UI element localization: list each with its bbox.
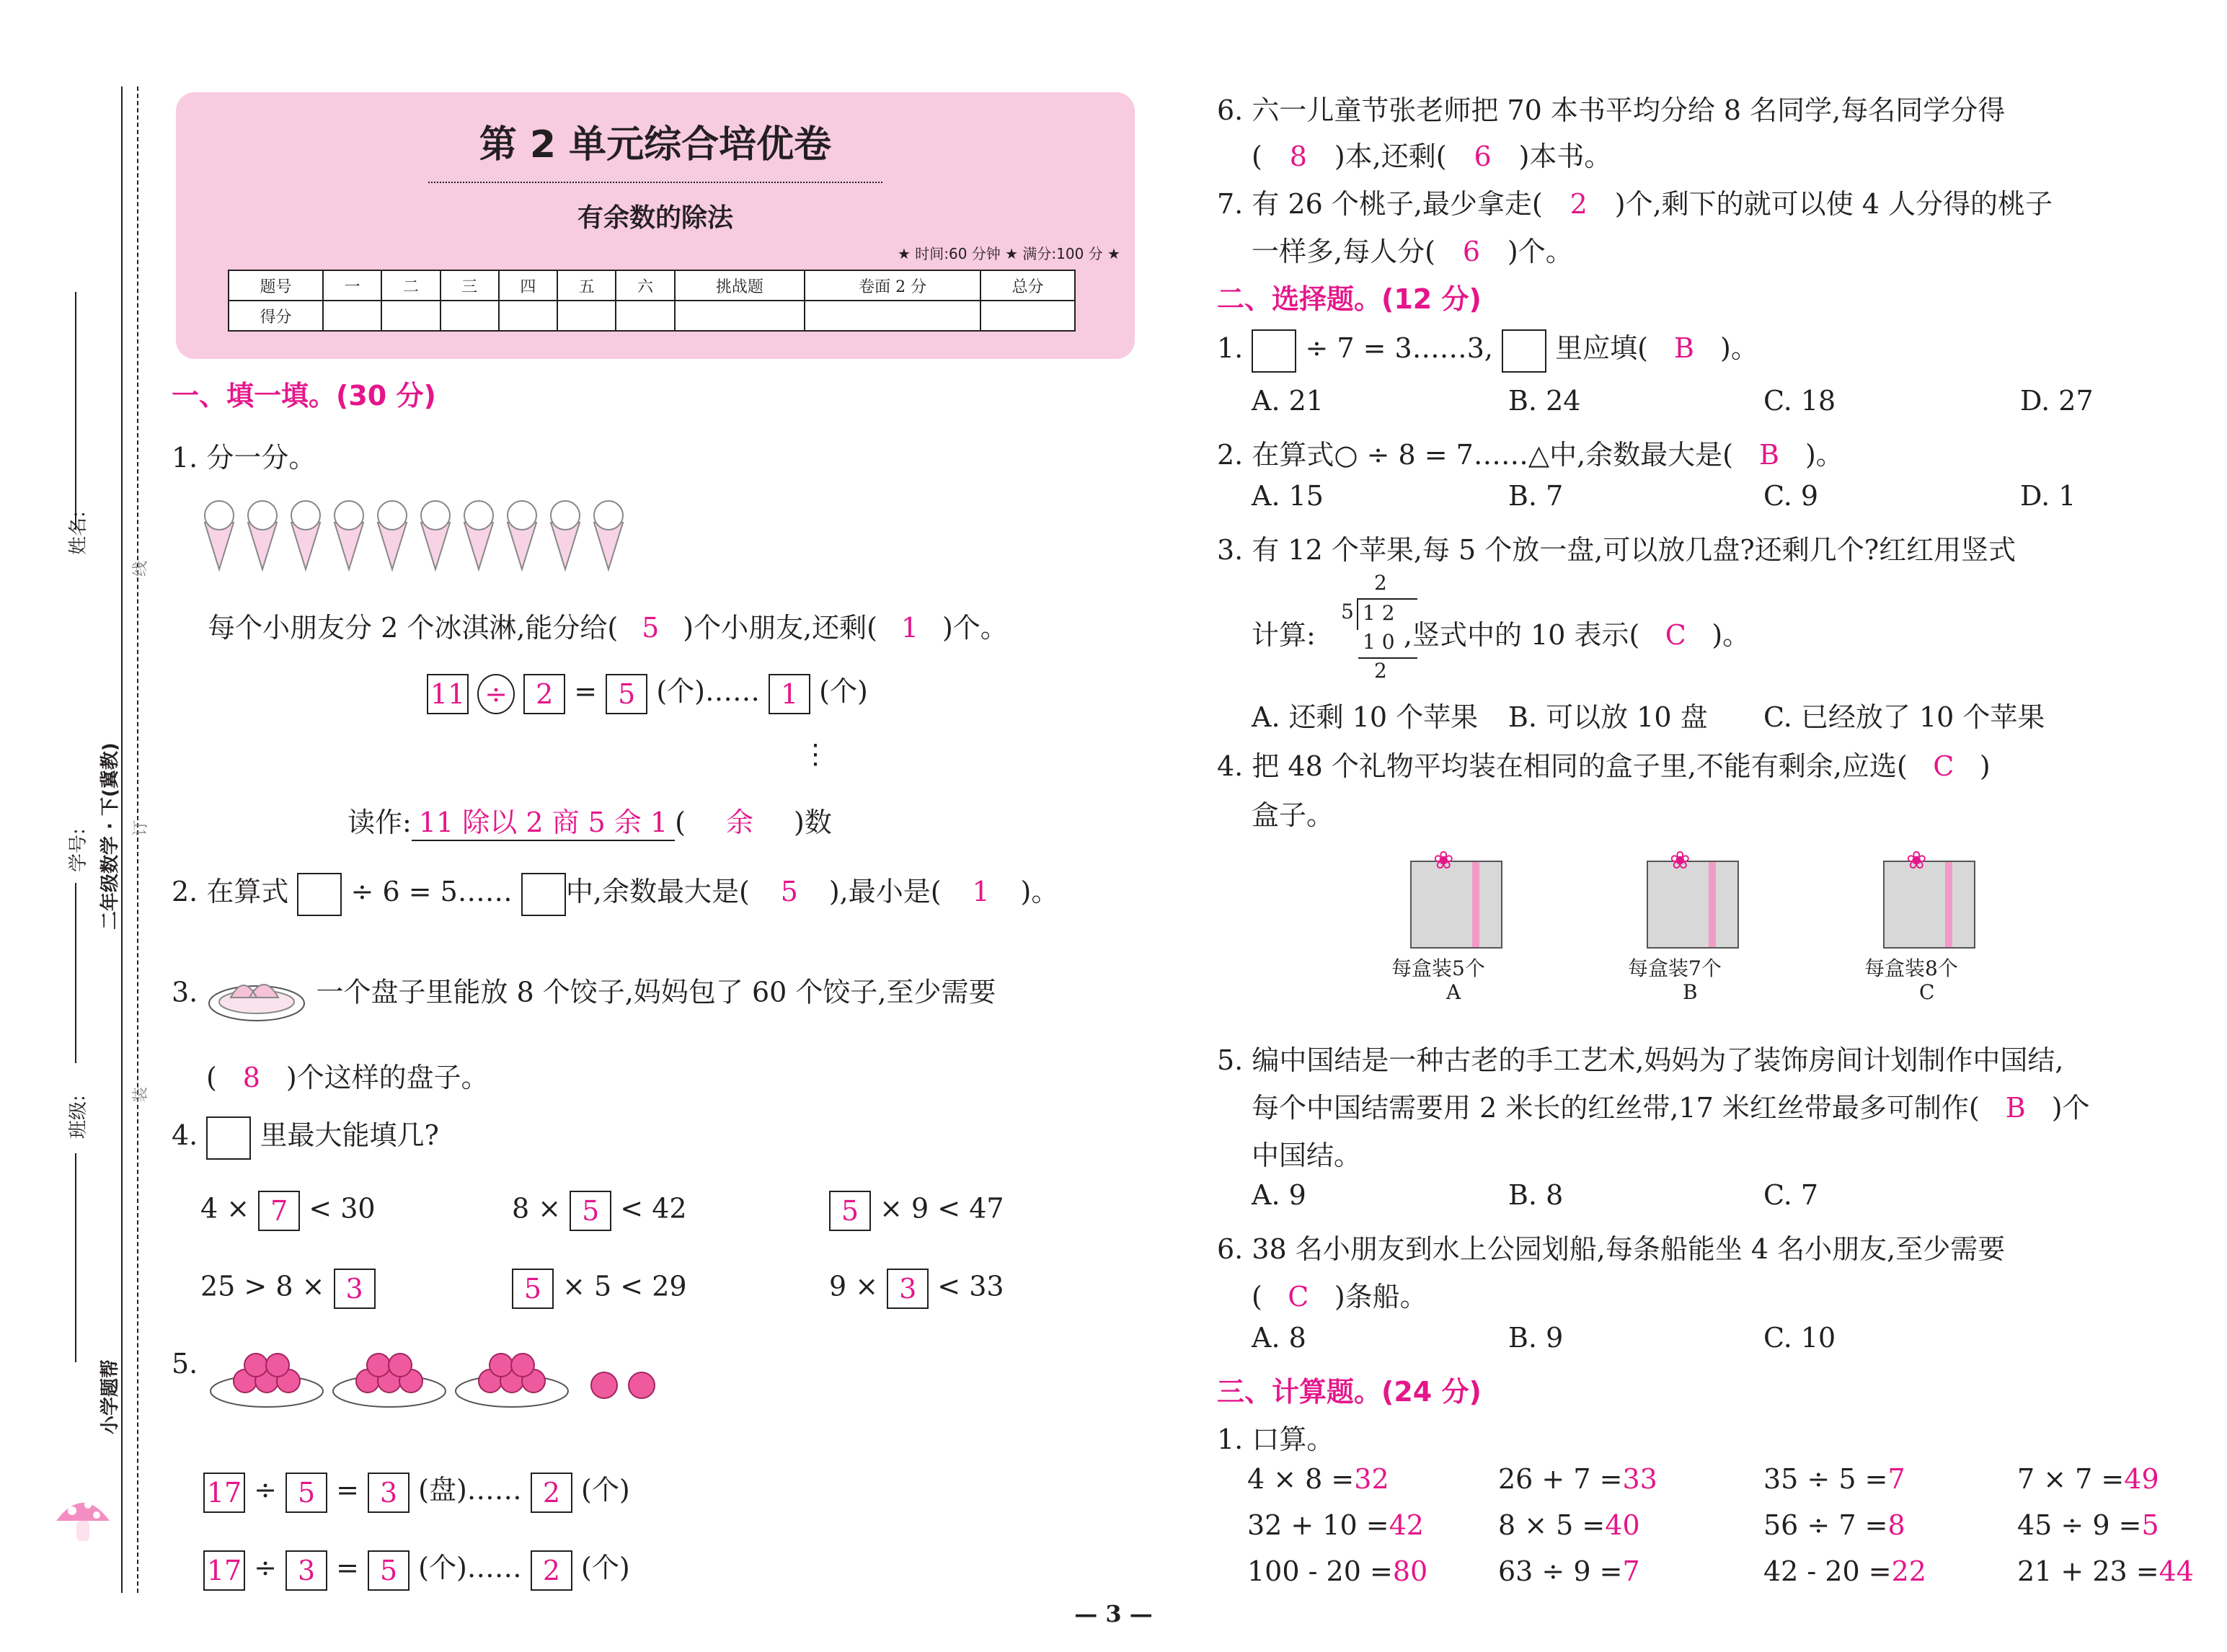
text: 63 ÷ 9 = <box>1498 1555 1623 1587</box>
quotient-box: 5 <box>606 674 647 714</box>
answer: 49 <box>2124 1463 2159 1495</box>
question-text: 中国结。 <box>1252 1140 1362 1171</box>
question-text: 5. 编中国结是一种古老的手工艺术,妈妈为了装饰房间计划制作中国结, <box>1217 1044 2064 1076</box>
gift-label: 每盒装5个 <box>1391 956 1485 980</box>
seal-text: 线 <box>132 560 150 577</box>
gift-option <box>1864 843 1987 1009</box>
dividend-box: 17 <box>203 1473 245 1513</box>
answer: 2 <box>1569 188 1588 220</box>
text: )个这样的盘子。 <box>285 1062 489 1093</box>
mushroom-icon <box>50 1485 115 1550</box>
calc-item <box>2017 1463 2159 1495</box>
dividend: 1 2 <box>1363 601 1395 625</box>
question-number: 4. <box>172 1119 198 1151</box>
option: B. 24 <box>1508 385 1581 417</box>
header-panel <box>176 92 1135 359</box>
page-title: 第 2 单元综合培优卷 <box>479 123 832 166</box>
answer: 6 <box>1474 141 1492 172</box>
option: C. 18 <box>1763 385 1836 417</box>
calc-item <box>1247 1463 1389 1495</box>
s2-q2 <box>1217 432 1843 472</box>
text: 每个小朋友分 2 个冰淇淋,能分给( <box>208 612 619 644</box>
divisor-box: 5 <box>285 1473 327 1513</box>
text: 7. 有 26 个桃子,最少拿走( <box>1217 188 1543 220</box>
option: A. 9 <box>1252 1179 1306 1211</box>
calc-item <box>1247 1555 1427 1587</box>
title-divider <box>428 182 882 183</box>
class-underline <box>75 1153 76 1362</box>
option: B. 8 <box>1508 1179 1564 1211</box>
text: )个,剩下的就可以使 4 人分得的桃子 <box>1614 188 2053 220</box>
score-input[interactable] <box>499 301 557 331</box>
calc-item <box>1498 1555 1640 1587</box>
text: ),最小是( <box>828 876 942 907</box>
text: 4 × 8 = <box>1247 1463 1355 1495</box>
gift-option <box>1391 843 1514 1009</box>
text: )。 <box>1805 439 1843 471</box>
score-cell: 挑战题 <box>675 270 805 301</box>
text: 21 + 23 = <box>2017 1555 2159 1587</box>
text: 100 - 20 = <box>1247 1555 1393 1587</box>
text: )个。 <box>942 612 1008 644</box>
text: < 42 <box>620 1192 687 1225</box>
question-text: 1. 口算。 <box>1217 1424 1334 1455</box>
option: D. 27 <box>2020 385 2094 417</box>
score-cell: 四 <box>499 270 557 301</box>
text: 每个中国结需要用 2 米长的红丝带,17 米红丝带最多可制作( <box>1252 1092 1980 1124</box>
text: 里应填( <box>1555 332 1648 364</box>
text: 2. 在算式○ ÷ 8 = 7……△中,余数最大是( <box>1217 439 1733 471</box>
answer: 44 <box>2159 1555 2194 1587</box>
question-text: 6. 38 名小朋友到水上公园划船,每条船能坐 4 名小朋友,至少需要 <box>1217 1233 2006 1265</box>
product: 1 0 <box>1363 630 1395 654</box>
q3 <box>172 966 996 1023</box>
divisor-box: 3 <box>285 1550 327 1591</box>
read-line <box>347 800 832 841</box>
calc-item <box>1763 1463 1905 1495</box>
text: )数 <box>794 807 832 838</box>
answer: 1 <box>972 876 990 907</box>
section-heading: 三、计算题。(24 分) <box>1217 1376 1482 1408</box>
score-table <box>228 270 1076 332</box>
text: )本,还剩( <box>1334 141 1447 172</box>
question-number: 3. <box>172 976 198 1008</box>
gift-letter: C <box>1919 980 1935 1004</box>
text: )个 <box>2051 1092 2090 1124</box>
text: ÷ 7 = 3……3, <box>1305 332 1493 364</box>
quotient: 2 <box>1374 571 1387 595</box>
exam-meta: ★ 时间:60 分钟 ★ 满分:100 分 ★ <box>897 245 1120 262</box>
answer: 80 <box>1392 1555 1428 1587</box>
answer: 11 除以 2 商 5 余 1 <box>412 800 675 841</box>
ice-cream-icon <box>200 494 633 573</box>
option: C. 10 <box>1763 1322 1836 1354</box>
answer: C <box>1933 750 1954 782</box>
text: 25 > 8 × <box>200 1270 325 1302</box>
answer-box: 5 <box>829 1191 871 1231</box>
text: 7 × 7 = <box>2017 1463 2125 1495</box>
question-number: 5. <box>172 1348 198 1380</box>
question-number: 1. <box>1217 332 1244 364</box>
blank-box <box>1502 329 1546 373</box>
text: 计算: <box>1252 619 1316 651</box>
inequality <box>829 1191 1004 1231</box>
quotient-box: 5 <box>368 1550 409 1591</box>
option: C. 已经放了 10 个苹果 <box>1763 701 2045 733</box>
operator-circle: ÷ <box>477 674 515 714</box>
unit: (个) <box>581 1552 630 1584</box>
score-input[interactable] <box>616 301 674 331</box>
answer: 8 <box>242 1062 260 1093</box>
text: < 33 <box>937 1270 1004 1302</box>
text: 一样多,每人分( <box>1252 236 1435 267</box>
text: 26 + 7 = <box>1498 1463 1623 1495</box>
calc-item <box>1498 1463 1657 1495</box>
s2-q5-line2 <box>1252 1085 2090 1125</box>
calc-item <box>1763 1509 1905 1541</box>
text: )个。 <box>1507 236 1573 267</box>
unit: (个)…… <box>418 1552 522 1584</box>
text: )。 <box>1720 332 1758 364</box>
operator: ÷ <box>254 1552 277 1584</box>
text: )条船。 <box>1334 1281 1427 1313</box>
dividend-box: 17 <box>203 1550 245 1591</box>
answer: 6 <box>1462 236 1480 267</box>
answer: 5 <box>780 876 798 907</box>
score-cell: 三 <box>440 270 499 301</box>
answer: 5 <box>2141 1509 2159 1541</box>
s2-q6-line2 <box>1252 1274 1427 1314</box>
text: )。 <box>1712 619 1750 651</box>
gift-option <box>1628 843 1750 1009</box>
s2-q1 <box>1217 326 1758 373</box>
score-input[interactable] <box>381 301 440 331</box>
q1-sentence <box>208 605 1008 645</box>
quotient-box: 3 <box>368 1473 409 1513</box>
answer: 1 <box>900 612 919 644</box>
text: ( <box>675 807 686 838</box>
name-underline <box>75 292 76 530</box>
answer: 8 <box>1289 141 1307 172</box>
question-text: 6. 六一儿童节张老师把 70 本书平均分给 8 名同学,每名同学分得 <box>1217 94 2006 126</box>
blank-box <box>206 1116 251 1160</box>
option: D. 1 <box>2020 480 2076 512</box>
divisor-box: 2 <box>523 674 565 714</box>
page-number: — 3 — <box>1074 1600 1153 1627</box>
calc-item <box>2017 1509 2159 1541</box>
q7-line2 <box>1252 229 1573 269</box>
inequality <box>512 1269 687 1309</box>
calc-item <box>1763 1555 1926 1587</box>
operator: ÷ <box>254 1474 277 1506</box>
text: )。 <box>1020 876 1059 907</box>
text: ,竖式中的 10 表示( <box>1403 619 1640 651</box>
text: < 30 <box>309 1192 376 1225</box>
score-cell: 一 <box>323 270 381 301</box>
text: 中,余数最大是( <box>565 876 750 907</box>
gift-label: 每盒装7个 <box>1628 956 1722 980</box>
option: A. 还剩 10 个苹果 <box>1252 701 1479 733</box>
score-input[interactable] <box>323 301 381 331</box>
question-text: 1. 分一分。 <box>172 442 316 474</box>
answer: 7 <box>1887 1463 1905 1495</box>
q4 <box>172 1113 439 1160</box>
gift-box-icon: ❀ <box>1647 861 1739 949</box>
s2-q4-line1 <box>1217 744 1991 783</box>
seal-text: 订 <box>132 820 150 836</box>
cut-line <box>137 86 138 1593</box>
text: 35 ÷ 5 = <box>1763 1463 1888 1495</box>
division-bracket <box>1357 598 1358 630</box>
class-label: 班级: <box>68 1095 89 1139</box>
score-cell: 五 <box>557 270 616 301</box>
remainder-box: 1 <box>769 674 810 714</box>
answer-box: 7 <box>258 1191 300 1231</box>
equals: = <box>336 1552 359 1584</box>
option: A. 15 <box>1252 480 1324 512</box>
option: A. 21 <box>1252 385 1324 417</box>
inequality <box>200 1269 376 1309</box>
score-input[interactable] <box>805 301 980 331</box>
division-equation <box>203 1467 630 1513</box>
text: 32 + 10 = <box>1247 1509 1389 1541</box>
text: 42 - 20 = <box>1763 1555 1892 1587</box>
score-input[interactable] <box>675 301 805 331</box>
option: B. 可以放 10 盘 <box>1508 701 1708 733</box>
text: 8 × <box>512 1192 562 1225</box>
option: B. 7 <box>1508 480 1564 512</box>
answer-box: 5 <box>512 1269 554 1309</box>
score-cell: 六 <box>616 270 674 301</box>
answer: 22 <box>1891 1555 1926 1587</box>
text: ÷ 6 = 5…… <box>350 876 513 907</box>
dividend-box: 11 <box>427 674 469 714</box>
equals: = <box>574 675 598 707</box>
text: 8 × 5 = <box>1498 1509 1606 1541</box>
gift-letter: B <box>1683 980 1698 1004</box>
answer: 5 <box>642 612 660 644</box>
division-equation <box>427 669 868 714</box>
text: ( <box>1252 1281 1262 1313</box>
answer: 7 <box>1622 1555 1640 1587</box>
vdots: ⋮ <box>802 738 829 770</box>
divisor: 5 <box>1341 600 1354 623</box>
ice-cream-row <box>200 494 633 573</box>
answer: C <box>1288 1281 1309 1313</box>
blank-box <box>297 873 342 916</box>
answer: B <box>1759 439 1779 471</box>
answer: B <box>2005 1092 2026 1124</box>
score-input[interactable] <box>980 301 1075 331</box>
text: ( <box>206 1062 217 1093</box>
answer: C <box>1665 619 1686 651</box>
answer: 33 <box>1622 1463 1657 1495</box>
score-input[interactable] <box>557 301 616 331</box>
score-input[interactable] <box>440 301 499 331</box>
remainder-box: 2 <box>531 1550 572 1591</box>
option: C. 9 <box>1763 480 1819 512</box>
score-cell: 总分 <box>980 270 1075 301</box>
answer: 余 <box>725 807 753 838</box>
answer: 8 <box>1887 1509 1905 1541</box>
text: 一个盘子里能放 8 个饺子,妈妈包了 60 个饺子,至少需要 <box>316 976 996 1008</box>
answer: 42 <box>1389 1509 1424 1541</box>
division-equation <box>203 1545 630 1591</box>
answer: B <box>1674 332 1694 364</box>
score-input-row <box>229 301 1075 331</box>
score-cell: 二 <box>381 270 440 301</box>
q7-line1 <box>1217 182 2053 221</box>
unit: (盘)…… <box>418 1474 522 1506</box>
answer: 32 <box>1354 1463 1389 1495</box>
inequality <box>829 1269 1004 1309</box>
s2-q3-line2 <box>1252 613 1750 652</box>
id-label: 学号: <box>68 828 89 872</box>
q6-answer-line <box>1252 134 1611 174</box>
subtract-line <box>1358 657 1417 659</box>
text: × 5 < 29 <box>562 1270 687 1302</box>
gift-box-icon: ❀ <box>1410 861 1502 949</box>
name-label: 姓名: <box>68 511 89 555</box>
text: 45 ÷ 9 = <box>2017 1509 2142 1541</box>
q2 <box>172 869 1058 916</box>
section-heading: 二、选择题。(12 分) <box>1217 283 1482 315</box>
read-label: 读作: <box>347 807 412 838</box>
blank-box <box>521 873 566 916</box>
option: A. 8 <box>1252 1322 1306 1354</box>
score-cell: 题号 <box>229 270 323 301</box>
text: 4 × <box>200 1192 250 1225</box>
question-text: 3. 有 12 个苹果,每 5 个放一盘,可以放几盘?还剩几个?红红用竖式 <box>1217 534 2016 566</box>
answer-box: 3 <box>334 1269 376 1309</box>
calc-item <box>1247 1509 1424 1541</box>
unit: (个) <box>819 675 868 707</box>
grade-label: 二年级数学 · 下(冀教) <box>99 742 121 930</box>
text: × 9 < 47 <box>880 1192 1004 1225</box>
id-underline <box>75 883 76 1063</box>
text: 2. 在算式 <box>172 876 289 907</box>
answer: 40 <box>1605 1509 1640 1541</box>
equals: = <box>336 1474 359 1506</box>
gift-box-icon: ❀ <box>1883 861 1975 949</box>
division-bar <box>1357 598 1417 600</box>
text: )本书。 <box>1518 141 1612 172</box>
dumpling-plate-icon <box>206 966 307 1023</box>
answer-box: 3 <box>887 1269 929 1309</box>
option: B. 9 <box>1508 1322 1564 1354</box>
long-division <box>1341 571 1427 686</box>
unit: (个)…… <box>656 675 760 707</box>
section-heading: 一、填一填。(30 分) <box>172 380 436 412</box>
question-text: 盒子。 <box>1252 799 1334 831</box>
text: )个小朋友,还剩( <box>683 612 877 644</box>
remainder-box: 2 <box>531 1473 572 1513</box>
seal-text: 装 <box>132 1086 150 1103</box>
score-cell: 得分 <box>229 301 323 331</box>
page-subtitle: 有余数的除法 <box>577 203 733 233</box>
score-cell: 卷面 2 分 <box>805 270 980 301</box>
calc-item <box>2017 1555 2194 1587</box>
inequality <box>512 1191 687 1231</box>
score-header-row <box>229 270 1075 301</box>
q3-answer-line <box>206 1055 489 1095</box>
inequality <box>200 1191 376 1231</box>
brand-label: 小学题帮 <box>99 1359 121 1434</box>
answer-box: 5 <box>570 1191 611 1231</box>
text: ( <box>1252 141 1262 172</box>
strawberry-icon <box>584 1362 670 1405</box>
text: 里最大能填几? <box>260 1119 439 1151</box>
option: C. 7 <box>1763 1179 1819 1211</box>
text: 56 ÷ 7 = <box>1763 1509 1888 1541</box>
text: 4. 把 48 个礼物平均装在相同的盒子里,不能有剩余,应选( <box>1217 750 1908 782</box>
gift-letter: A <box>1446 980 1461 1004</box>
blank-box <box>1252 329 1296 373</box>
unit: (个) <box>581 1474 630 1506</box>
text: 9 × <box>829 1270 879 1302</box>
remainder: 2 <box>1374 659 1387 683</box>
text: ) <box>1979 750 1991 782</box>
gift-label: 每盒装8个 <box>1864 956 1958 980</box>
calc-item <box>1498 1509 1640 1541</box>
